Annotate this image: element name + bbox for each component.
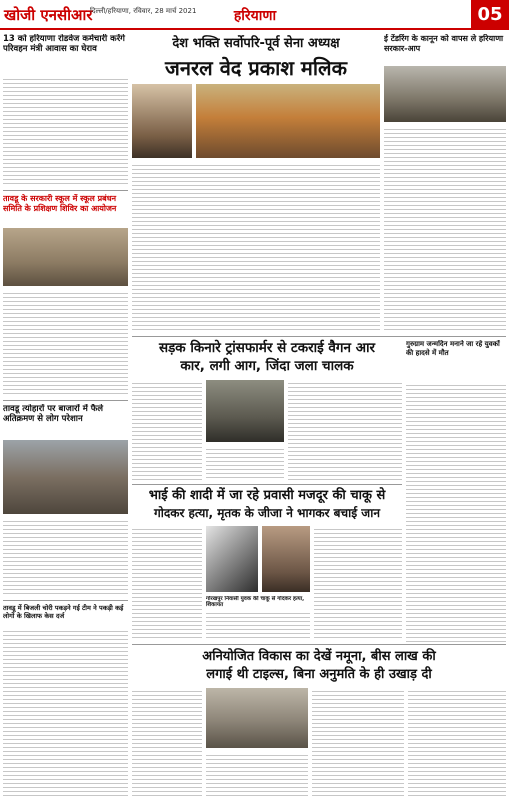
victim-photo	[262, 526, 310, 592]
event-photo	[196, 84, 380, 158]
accident-headline-2: कार, लगी आग, जिंदा जला चालक	[180, 358, 354, 374]
divider	[3, 600, 128, 601]
right-top-headline: ई टेंडरिंग के कानून को वापस ले हरियाणा सरकार-आप	[384, 34, 504, 53]
main-headline-2: जनरल वेद प्रकाश मलिक	[165, 56, 347, 80]
divider	[3, 190, 128, 191]
masthead	[0, 0, 509, 30]
divider	[132, 336, 506, 337]
right-top-story	[384, 34, 506, 64]
burnt-car-photo	[206, 380, 284, 442]
murder-headline-2: गोदकर हत्या, मृतक के जीजा ने भागकर बचाई जान	[154, 506, 380, 520]
page-number: 05	[471, 0, 509, 30]
brand-name: खोजी एनसीआर	[4, 6, 93, 24]
tiles-photo	[206, 688, 308, 748]
murder-body-2	[206, 610, 310, 638]
left-low-headline: तावडू त्योहारों पर बाजारों में फैले अतिक्रमण से लोग परेशान	[3, 404, 104, 424]
school-photo	[3, 228, 128, 286]
general-malik-photo	[132, 84, 192, 158]
dev-body-1	[132, 688, 202, 796]
left-low-story	[3, 404, 128, 434]
knife-photo	[206, 526, 258, 592]
left-low-body	[3, 518, 128, 596]
small-headline: गोरखपुर निवासी युवक की चाकू से गोदकर हत्या, शिकायत	[206, 596, 305, 608]
divider	[132, 484, 402, 485]
murder-headline-1: भाई की शादी में जा रहे प्रवासी मजदूर की चाकू से	[148, 488, 386, 503]
left-bottom-body	[3, 628, 128, 796]
main-story-body	[132, 162, 380, 332]
dev-body-2	[206, 752, 308, 796]
left-top-headline: 13 को हरियाणा रोडवेज कर्मचारी करेंगे परिवहन मंत्री आवास का घेराव	[3, 34, 125, 54]
right-side-story	[406, 340, 506, 380]
accident-headline-1: सड़क किनारे ट्रांसफार्मर से टकराई वैगन आर	[158, 340, 376, 356]
right-side-headline: गुरुग्राम जन्मदिन मनाने जा रहे युवकों की हादसे में मौत	[406, 340, 500, 357]
left-top-story	[3, 34, 128, 74]
divider	[132, 644, 506, 645]
accident-body-3	[288, 380, 402, 480]
small-story	[206, 596, 310, 608]
accident-body-2	[206, 446, 284, 480]
left-bottom-headline: तावडू में बिजली चोरी पकड़ने गई टीम ने पकड़ी कई लोगों के खिलाफ केस दर्ज	[3, 604, 124, 620]
dev-headline-1: अनियोजित विकास का देखें नमूना, बीस लाख की	[202, 649, 436, 664]
left-mid-headline: तावडू के सरकारी स्कूल में स्कूल प्रबंधन समिति के प्रशिक्षण शिविर का आयोजन	[3, 194, 117, 213]
murder-body-1	[132, 526, 202, 638]
left-top-body	[3, 76, 128, 186]
accident-body-1	[132, 380, 202, 480]
dev-body-3	[312, 688, 404, 796]
aap-meeting-photo	[384, 66, 506, 122]
market-photo	[3, 440, 128, 514]
left-mid-body	[3, 290, 128, 396]
dev-body-4	[408, 688, 506, 796]
murder-body-3	[314, 526, 402, 638]
left-mid-story	[3, 194, 128, 224]
dev-headline-2: लगाई थी टाइल्स, बिना अनुमति के ही उखाड़ दी	[206, 667, 432, 682]
left-bottom-story	[3, 604, 128, 626]
divider	[3, 400, 128, 401]
right-side-body	[406, 382, 506, 644]
section-title: हरियाणा	[233, 8, 277, 24]
main-headline-1: देश भक्ति सर्वोपरि-पूर्व सेना अध्यक्ष	[172, 36, 340, 51]
dateline: दिल्ली/हरियाणा, रविवार, 28 मार्च 2021	[90, 7, 197, 15]
right-top-body	[384, 126, 506, 332]
